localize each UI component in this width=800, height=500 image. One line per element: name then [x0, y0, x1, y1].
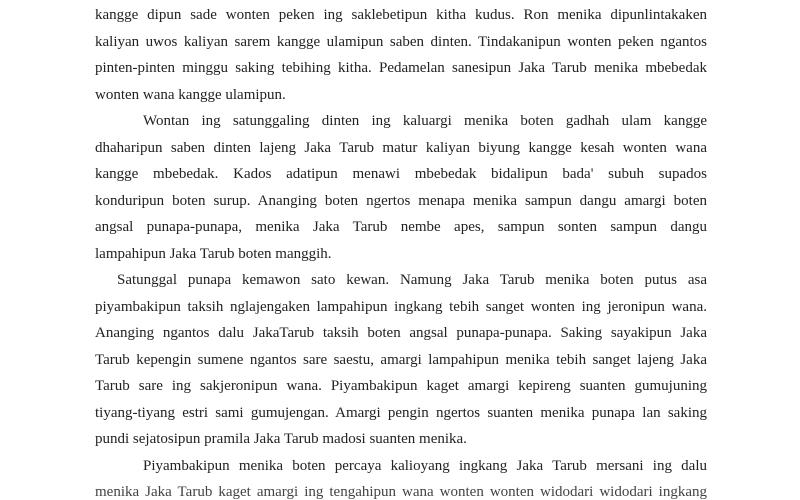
document-body — [95, 2, 707, 500]
paragraph-line: menika Jaka Tarub kaget amargi ing tengahipun wana wonten wonten widodari widodari ingkang — [95, 484, 707, 500]
paragraph-4 — [95, 453, 707, 500]
paragraph-2 — [95, 108, 707, 267]
paragraph-line: piyambakipun taksih nglajengaken lampahipun ingkang tebih sanget wonten ing jeronipun wana. — [95, 298, 707, 315]
paragraph-line: Wontan ing satunggaling dinten ing kaluargi menika boten gadhah ulam kangge — [143, 113, 707, 129]
paragraph-line: pundi sejatosipun pramila Jaka Tarub madosi suanten menika. — [95, 431, 467, 447]
paragraph-line: wonten wana kangge ulamipun. — [95, 86, 286, 103]
paragraph-1 — [95, 2, 707, 108]
paragraph-line: Piyambakipun menika boten percaya kalioyang ingkang Jaka Tarub mersani ing dalu — [143, 457, 707, 474]
paragraph-line: pinten-pinten minggu saking tebihing kitha. Pedamelan sanesipun Jaka Tarub menika mbebedak — [95, 60, 707, 76]
paragraph-3 — [95, 267, 707, 453]
paragraph-line: kangge dipun sade wonten peken ing saklebetipun kitha kudus. Ron menika dipunlintakaken — [95, 7, 707, 23]
paragraph-line: Tarub kepengin sumene ngantos sare saestu, amargi lampahipun menika tebih sanget lajeng Jaka — [95, 351, 707, 368]
paragraph-line: kaliyan uwos kaliyan sarem kangge ulamipun saben dinten. Tindakanipun wonten peken ngantos — [95, 33, 707, 50]
paragraph-line: Tarub sare ing sakjeronipun wana. Piyambakipun kaget amargi kepireng suanten gumujuning — [95, 378, 707, 394]
paragraph-line: angsal punapa-punapa, menika Jaka Tarub nembe apes, sampun sonten sampun dangu — [95, 219, 707, 235]
paragraph-line: Ananging ngantos dalu JakaTarub taksih boten angsal punapa-punapa. Saking sayakipun Jaka — [95, 325, 707, 341]
paragraph-line: tiyang-tiyang estri sami gumujengan. Amargi pengin ngertos suanten menika punapa lan saking — [95, 404, 707, 421]
paragraph-line: lampahipun Jaka Tarub boten manggih. — [95, 245, 332, 262]
paragraph-line: Satunggal punapa kemawon sato kewan. Namung Jaka Tarub menika boten putus asa — [117, 272, 707, 288]
paragraph-line: kangge mbebedak. Kados adatipun menawi mbebedak bidalipun bada' subuh supados — [95, 166, 707, 182]
paragraph-line: konduripun boten surup. Ananging boten ngertos menapa menika sampun dangu amargi boten — [95, 192, 707, 209]
paragraph-line: dhaharipun saben dinten lajeng Jaka Tarub matur kaliyan biyung kangge kesah wonten wana — [95, 139, 707, 156]
